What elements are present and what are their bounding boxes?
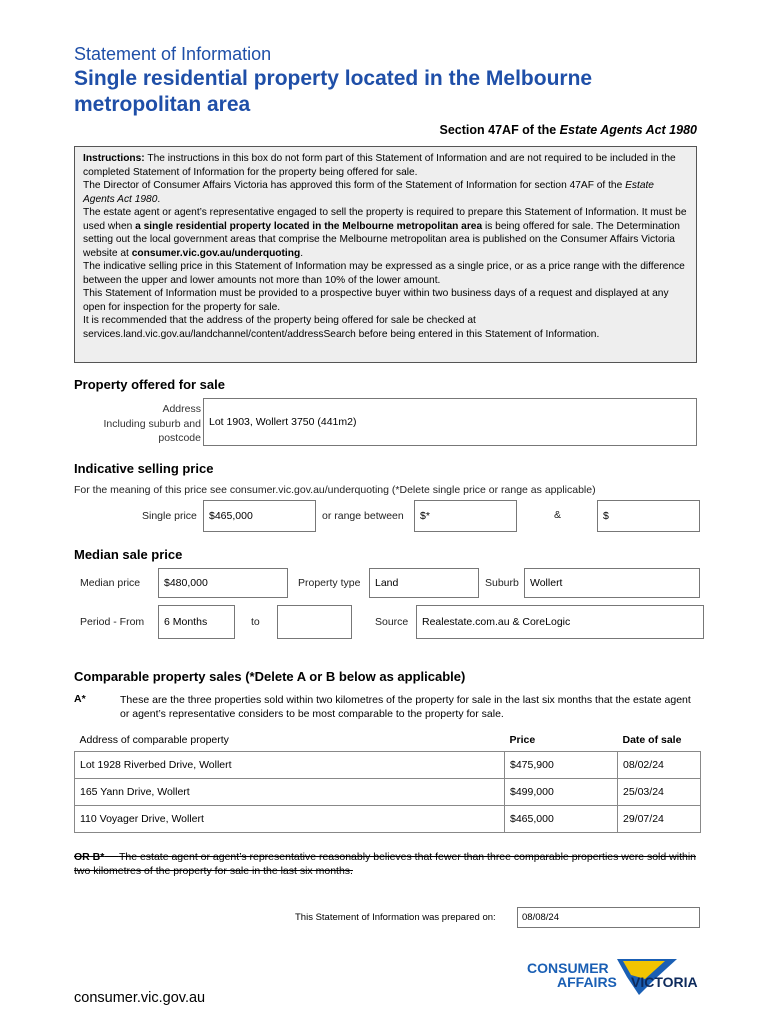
period-to-label: to [251,616,260,628]
period-from-label: Period - From [80,616,145,628]
instructions-p2-a: The Director of Consumer Affairs Victoria has approved this form of the Statement of Information for section 47AF of the [83,180,626,191]
instructions-p2 [83,179,688,206]
instructions-p3-a: The estate agent or agent’s representative engaged to sell the property is required to prepare this Statement of Information. It must be used when [83,207,687,232]
section-reference [440,123,697,137]
suburb-field[interactable]: Wollert [524,568,700,598]
property-type-field[interactable]: Land [369,568,479,598]
prepared-label: This Statement of Information was prepared on: [295,912,496,923]
median-heading: Median sale price [74,547,183,562]
period-from-field[interactable]: 6 Months [158,605,235,639]
address-label-line3: postcode [158,432,201,444]
instructions-p3 [83,206,688,260]
instructions-p3-c: . [300,247,304,259]
option-b [74,850,700,878]
comp-date[interactable]: 29/07/24 [618,806,701,833]
section-prefix: Section 47AF of the [439,123,560,137]
range-ampersand: & [554,509,562,521]
logo-affairs: AFFAIRS [557,974,617,990]
logo-consumer: CONSUMER [527,960,609,976]
range-label: or range between [322,510,404,522]
property-heading: Property offered for sale [74,377,225,392]
single-price-label: Single price [142,510,197,522]
comp-price[interactable]: $465,000 [505,806,618,833]
comp-address[interactable]: 110 Voyager Drive, Wollert [75,806,505,833]
instructions-label: Instructions: [83,153,145,164]
instructions-p3-b: is being offered for sale. The Determination setting out the local government areas that comprise the Melbourne metropolitan area is published on the Consumer Affairs Victoria website at [83,220,680,259]
address-label-line1: Address [162,403,201,415]
indicative-heading: Indicative selling price [74,461,214,476]
form-kicker: Statement of Information [74,44,272,64]
median-price-field[interactable]: $480,000 [158,568,288,598]
indicative-note: For the meaning of this price see consumer.vic.gov.au/underquoting (*Delete single price or range as applicable) [74,484,596,496]
instructions-p4: The indicative selling price in this Statement of Information may be expressed as a single price, or as a price range with the difference between the upper and lower amounts not more than 10% of the lower amount. [83,261,685,286]
col-price-header: Price [509,734,536,746]
instructions-p2-b: . [157,193,161,205]
comp-address[interactable]: Lot 1928 Riverbed Drive, Wollert [75,752,505,779]
section-act: Estate Agents Act 1980 [559,123,697,137]
col-address-header: Address of comparable property [79,734,229,746]
option-b-label: OR B* [74,851,105,863]
instructions-p1 [83,152,688,179]
instructions-p6: It is recommended that the address of the property being offered for sale be checked at services.land.vic.gov.au/landchannel/content/addressSearch before being entered in this Statement of Information. [83,315,600,340]
comparable-heading: Comparable property sales (*Delete A or B below as applicable) [74,669,466,684]
instructions-p5: This Statement of Information must be provided to a prospective buyer within two business days of a request and displayed at any open for inspection for the property for sale. [83,288,669,313]
instructions-p1-text: The instructions in this box do not form part of this Statement of Information and are not required to be included in the completed Statement of Information for the property being offered for sale. [83,153,676,178]
period-to-field[interactable] [277,605,352,639]
option-a-text: These are the three properties sold within two kilometres of the property for sale in the last six months that the estate agent or agent’s representative considers to be most comparable to the property for sale. [120,694,691,720]
comp-date[interactable]: 25/03/24 [618,779,701,806]
option-b-text: The estate agent or agent’s representative reasonably believes that fewer than three comparable properties were sold within two kilometres of the property for sale in the last six months. [74,851,696,877]
comp-address[interactable]: 165 Yann Drive, Wollert [75,779,505,806]
range-high-field[interactable]: $ [597,500,700,532]
underquoting-link[interactable]: consumer.vic.gov.au/underquoting [131,247,301,259]
table-row [75,779,701,806]
logo-victoria: VICTORIA [631,974,698,990]
address-label [86,402,201,446]
comp-price[interactable]: $475,900 [505,752,618,779]
instructions-box [74,146,697,363]
comparable-header-row [75,729,701,752]
comp-date[interactable]: 08/02/24 [618,752,701,779]
single-price-field[interactable]: $465,000 [203,500,316,532]
comp-price[interactable]: $499,000 [505,779,618,806]
address-label-line2: Including suburb and [103,417,201,430]
instructions-p2-act: Estate Agents Act 1980 [83,180,654,205]
option-a-label: A* [74,693,86,705]
source-field[interactable]: Realestate.com.au & CoreLogic [416,605,704,639]
table-row [75,752,701,779]
source-label: Source [375,616,409,628]
col-date-header: Date of sale [622,734,682,746]
table-row [75,806,701,833]
footer-url[interactable]: consumer.vic.gov.au [74,990,206,1006]
range-low-field[interactable]: $* [414,500,517,532]
instructions-p3-bold: a single residential property located in the Melbourne metropolitan area [135,220,483,232]
cav-logo [527,955,703,997]
property-type-label: Property type [298,577,361,589]
page-title: Single residential property located in the Melbourne metropolitan area [74,67,593,116]
prepared-date-field[interactable]: 08/08/24 [517,907,700,928]
median-price-label: Median price [80,577,141,589]
comparable-table [74,729,701,833]
suburb-label: Suburb [485,577,519,589]
address-field[interactable]: Lot 1903, Wollert 3750 (441m2) [203,398,697,446]
